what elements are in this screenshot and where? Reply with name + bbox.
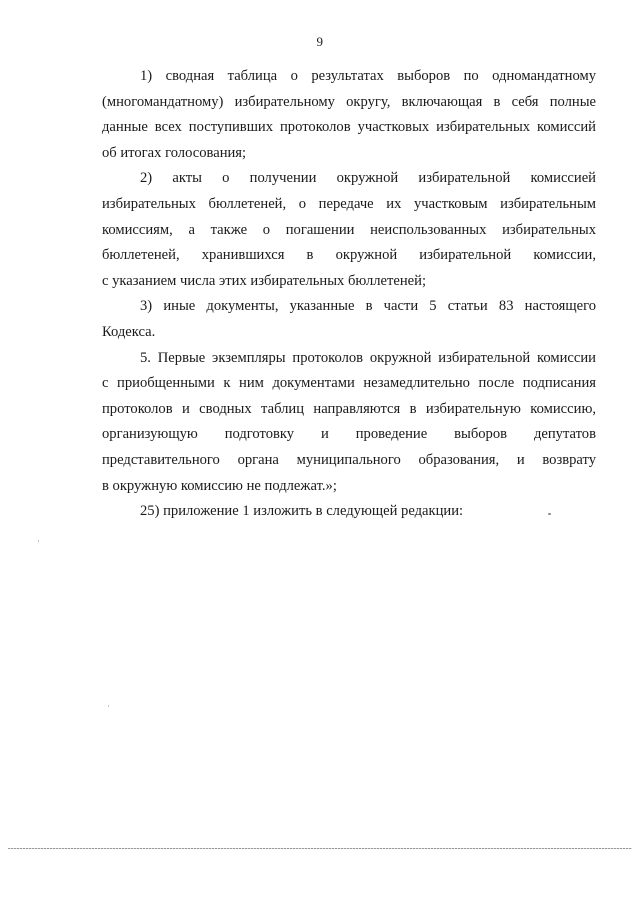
scan-speck bbox=[38, 540, 39, 542]
text-line: об итогах голосования; bbox=[102, 144, 247, 161]
scan-speck bbox=[108, 705, 109, 707]
text-line: 25) приложение 1 изложить в следующей редакции: bbox=[140, 503, 464, 520]
text-line: 2) акты о получении окружной избирательной комиссией bbox=[140, 170, 596, 187]
text-line: бюллетеней, хранившихся в окружной избирательной комиссии, bbox=[102, 247, 596, 264]
scan-edge-line bbox=[8, 848, 632, 849]
paragraph-summary-table bbox=[102, 64, 596, 166]
text-line: с указанием числа этих избирательных бюллетеней; bbox=[102, 272, 426, 289]
scan-speck bbox=[548, 513, 551, 515]
document-body bbox=[102, 64, 596, 525]
text-line: 5. Первые экземпляры протоколов окружной избирательной комиссии bbox=[140, 349, 596, 366]
text-line: организующую подготовку и проведение выборов депутатов bbox=[102, 426, 596, 443]
text-line: с приобщенными к ним документами незамедлительно после подписания bbox=[102, 375, 596, 392]
text-line: 1) сводная таблица о результатах выборов по одномандатному bbox=[140, 68, 596, 84]
paragraph-other-documents bbox=[102, 294, 596, 345]
text-line: данные всех поступивших протоколов участковых избирательных комиссий bbox=[102, 119, 596, 136]
text-line: протоколов и сводных таблиц направляются в избирательную комиссию, bbox=[102, 400, 596, 417]
text-line: избирательных бюллетеней, о передаче их участковым избирательным bbox=[102, 195, 596, 212]
text-line: в окружную комиссию не подлежат.»; bbox=[102, 477, 337, 494]
text-line: 3) иные документы, указанные в части 5 статьи 83 настоящего bbox=[140, 298, 596, 315]
text-line: представительного органа муниципального образования, и возврату bbox=[102, 451, 596, 468]
page-number: 9 bbox=[316, 34, 324, 49]
paragraph-ballot-acts bbox=[102, 166, 596, 294]
paragraph-first-copies bbox=[102, 346, 596, 500]
text-line: комиссиям, а также о погашении неиспользованных избирательных bbox=[102, 221, 596, 238]
text-line: (многомандатному) избирательному округу, включающая в себя полные bbox=[102, 93, 596, 110]
paragraph-appendix bbox=[102, 499, 596, 525]
text-line: Кодекса. bbox=[102, 323, 156, 340]
